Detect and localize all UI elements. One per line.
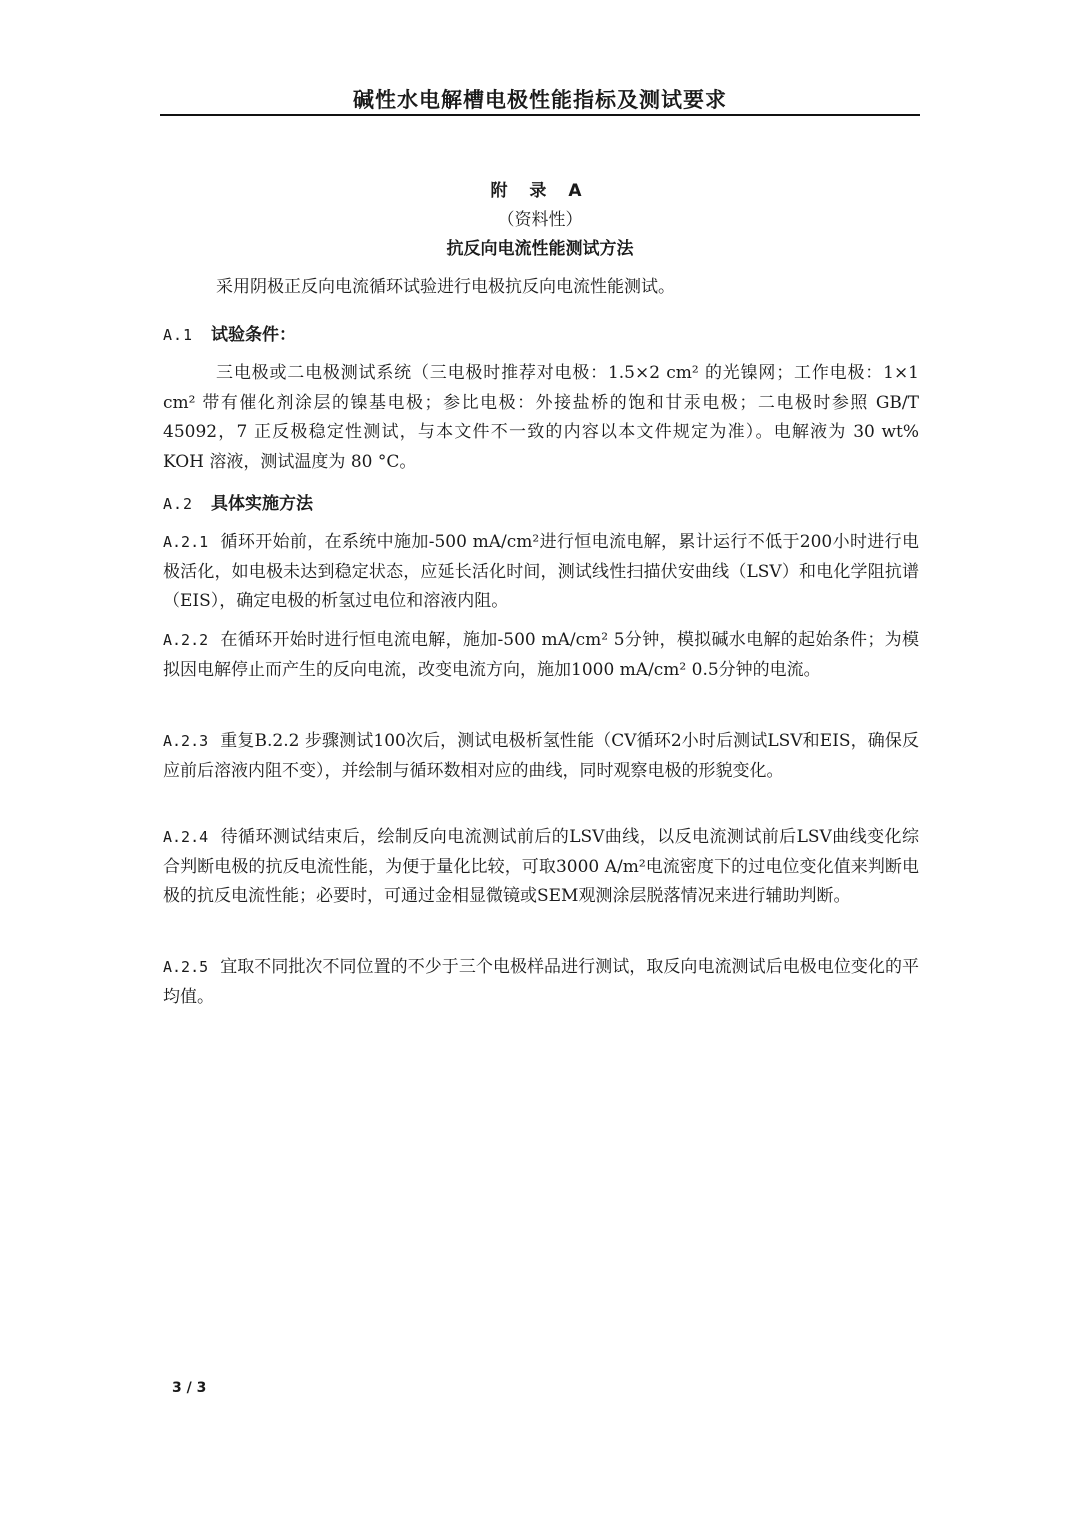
clause-number: A.2.5: [163, 958, 209, 976]
section-a1-paragraph: 三电极或二电极测试系统（三电极时推荐对电极：1.5×2 cm² 的光镍网；工作电极：1×1 cm² 带有催化剂涂层的镍基电极；参比电极：外接盐桥的饱和甘汞电极；二电极时参照 GB/T 45092，7 正反极稳定性测试，与本文件不一致的内容以本文件规定为准）。电解液为 30 wt% KOH 溶液，测试温度为 80 °C。: [163, 363, 919, 472]
clause-number: A.2.4: [163, 828, 209, 846]
section-number: A.2: [163, 495, 194, 513]
clause-a-2-3: [163, 727, 919, 786]
clause-text: 重复B.2.2 步骤测试100次后，测试电极析氢性能（CV循环2小时后测试LSV和EIS，确保反应前后溶液内阻不变），并绘制与循环数相对应的曲线，同时观察电极的形貌变化。: [163, 731, 919, 781]
appendix-nature: （资料性）: [497, 210, 583, 230]
clause-a-2-1: [163, 528, 919, 617]
clause-number: A.2.2: [163, 631, 209, 649]
clause-number: A.2.3: [163, 732, 209, 750]
clause-text: 循环开始前，在系统中施加-500 mA/cm²进行恒电流电解，累计运行不低于200小时进行电极活化，如电极未达到稳定状态，应延长活化时间，测试线性扫描伏安曲线（LSV）和电化学阻抗谱（EIS），确定电极的析氢过电位和溶液内阻。: [163, 532, 919, 611]
appendix-label: 附 录 A: [490, 181, 590, 201]
section-heading-a2: [163, 489, 313, 514]
intro-paragraph: 采用阴极正反向电流循环试验进行电极抗反向电流性能测试。: [216, 277, 675, 297]
section-number: A.1: [163, 326, 194, 344]
clause-text: 在循环开始时进行恒电流电解，施加-500 mA/cm² 5分钟，模拟碱水电解的起始条件；为模拟因电解停止而产生的反向电流，改变电流方向，施加1000 mA/cm² 0.5分钟的电流。: [163, 630, 919, 680]
clause-a-2-5: [163, 953, 919, 1012]
document-header-title: 碱性水电解槽电极性能指标及测试要求: [353, 88, 727, 112]
section-title: 试验条件：: [211, 325, 296, 345]
clause-text: 宜取不同批次不同位置的不少于三个电极样品进行测试，取反向电流测试后电极电位变化的平均值。: [163, 957, 919, 1007]
appendix-title: 抗反向电流性能测试方法: [446, 239, 634, 259]
clause-a-2-4: [163, 823, 919, 912]
clause-a-2-2: [163, 626, 919, 685]
header-divider: [160, 114, 920, 116]
section-title: 具体实施方法: [211, 494, 313, 514]
clause-text: 待循环测试结束后，绘制反向电流测试前后的LSV曲线，以反电流测试前后LSV曲线变化综合判断电极的抗反电流性能，为便于量化比较，可取3000 A/m²电流密度下的过电位变化值来判断电极的抗反电流性能；必要时，可通过金相显微镜或SEM观测涂层脱落情况来进行辅助判断。: [163, 827, 919, 906]
clause-number: A.2.1: [163, 533, 209, 551]
section-heading-a1: [163, 320, 296, 345]
page-number: 3 / 3: [172, 1380, 207, 1396]
